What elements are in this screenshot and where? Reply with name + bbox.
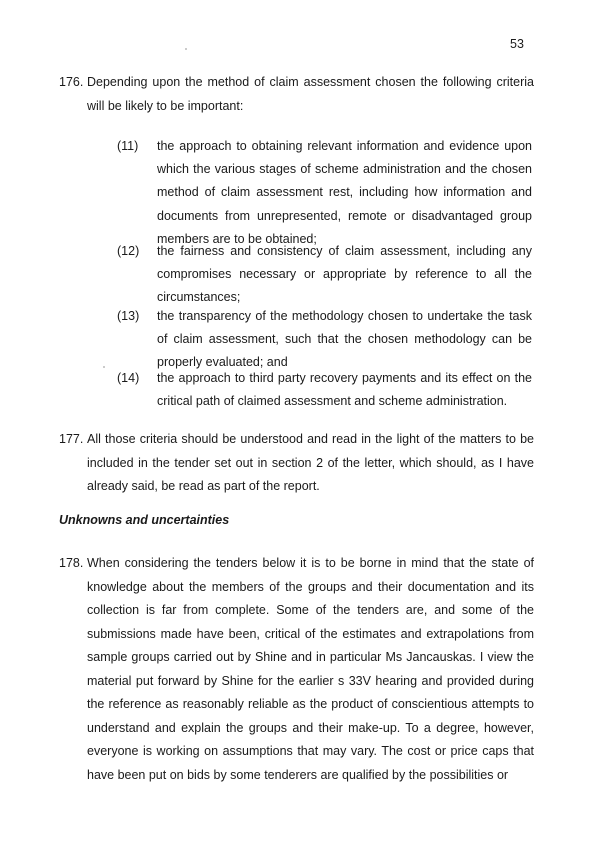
paragraph-178	[59, 552, 534, 787]
page-number: 53	[510, 37, 524, 51]
criterion-text: the transparency of the methodology chosen to undertake the task of claim assessment, such that the chosen methodology can be properly evaluated; and	[157, 309, 532, 370]
paragraph-text: Depending upon the method of claim assessment chosen the following criteria will be likely to be important:	[87, 75, 534, 113]
paragraph-text: All those criteria should be understood and read in the light of the matters to be included in the tender set out in section 2 of the letter, which should, as I have already said, be read as part of the report.	[87, 432, 534, 493]
paragraph-number: 178.	[59, 556, 84, 570]
paragraph-number: 177.	[59, 432, 84, 446]
criterion-12	[117, 240, 532, 310]
criterion-text: the approach to third party recovery payments and its effect on the critical path of claimed assessment and scheme administration.	[157, 371, 532, 409]
criterion-label: (12)	[117, 244, 140, 258]
criterion-label: (14)	[117, 371, 140, 385]
criterion-11	[117, 135, 532, 251]
section-heading: Unknowns and uncertainties	[59, 513, 230, 527]
criterion-14	[117, 367, 532, 413]
criterion-13	[117, 305, 532, 375]
paragraph-176	[59, 71, 534, 118]
paragraph-177	[59, 428, 534, 499]
criterion-label: (13)	[117, 309, 140, 323]
scan-speck	[103, 366, 105, 368]
criterion-label: (11)	[117, 139, 139, 153]
criterion-text: the fairness and consistency of claim assessment, including any compromises necessary or appropriate by reference to all the circumstances;	[157, 244, 532, 305]
scan-speck	[185, 48, 187, 50]
paragraph-number: 176.	[59, 75, 84, 89]
paragraph-text: When considering the tenders below it is to be borne in mind that the state of knowledge about the members of the groups and their documentation and its collection is far from complete. Some of the tenders are, and some of the submissions made have been, critical of the estimates and extrapolations from sample groups carried out by Shine and in particular Ms Jancauskas. I view the material put forward by Shine for the earlier s 33V hearing and provided during the reference as reasonably reliable as the product of conscientious attempts to understand and explain the groups and their make-up. To a degree, however, everyone is working on assumptions that may vary. The cost or price caps that have been put on bids by some tenderers are qualified by the possibilities or	[87, 556, 534, 782]
criterion-text: the approach to obtaining relevant information and evidence upon which the various stages of scheme administration and the chosen method of claim assessment rest, including how information and documents from unrepresented, remote or disadvantaged group members are to be obtained;	[157, 139, 532, 246]
